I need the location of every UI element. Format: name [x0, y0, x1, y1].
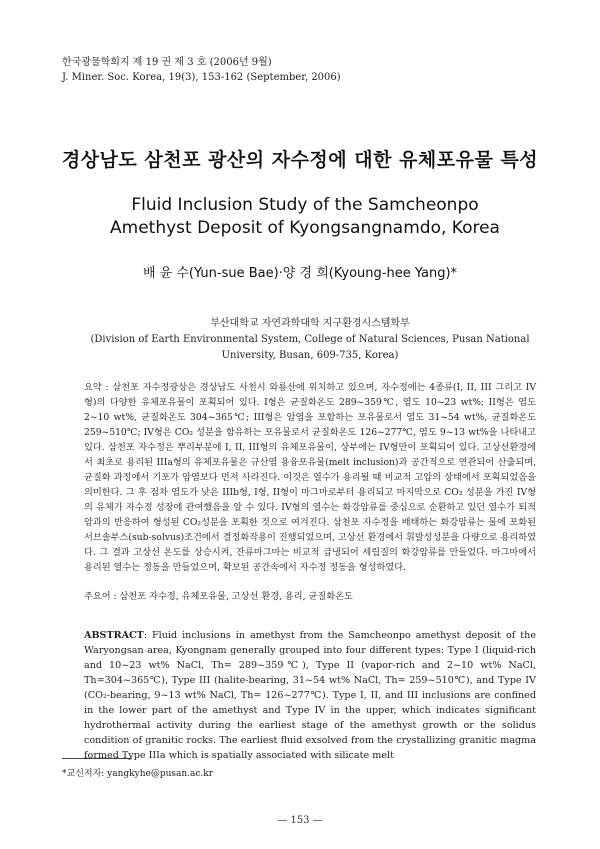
journal-citation-ko: 한국광물학회지 제 19 권 제 3 호 (2006년 9월)	[62, 57, 272, 68]
abstract-english-text: : Fluid inclusions in amethyst from the Samcheonpo amethyst deposit of the Waryongsan area, Kyongnam generally grouped into four different types: Type I (liquid-rich and 10~23 wt% NaCl, Th= 289~359℃), Type II (vapor-rich and 2~10 wt% NaCl, Th=304~365℃), Type III (halite-bearing, 31~54 wt% NaCl, Th= 259~510℃), and Type IV (CO₂-bearing, 9~13 wt% NaCl, Th= 126~277℃). Type I, II, and III inclusions are confined in the lower part of the amethyst and Type IV in the upper, which indicates significant hydrothermal activity during the earliest stage of the amethyst growth or the solidus condition of granitic rocks. The earliest fluid exsolved from the crystallizing granitic magma formed Type IIIa which is spatially associated with silicate melt	[84, 630, 536, 761]
footnote-divider	[62, 758, 132, 759]
page-number: — 153 —	[277, 815, 323, 826]
affiliation-english: (Division of Earth Environmental System, College of Natural Sciences, Pusan National University, Busan, 609-735, Korea)	[90, 334, 530, 361]
corresponding-author-footnote: *교신저자: yangkyhe@pusan.ac.kr	[62, 769, 214, 779]
journal-header	[62, 55, 341, 85]
affiliation	[80, 316, 540, 364]
abstract-english	[84, 628, 536, 763]
title-korean: 경상남도 삼천포 광산의 자수정에 대한 유체포유물 특성	[61, 149, 539, 171]
journal-citation-en: J. Miner. Soc. Korea, 19(3), 153-162 (September, 2006)	[62, 72, 341, 83]
author-line: 배 윤 수(Yun-sue Bae)·양 경 희(Kyoung-hee Yang)*	[142, 266, 458, 281]
title-english: Fluid Inclusion Study of the Samcheonpo Amethyst Deposit of Kyongsangnamdo, Korea	[110, 195, 500, 238]
affiliation-korean: 부산대학교 자연과학대학 지구환경시스템학부	[210, 318, 410, 329]
keywords-korean: 주요어 : 삼천포 자수정, 유체포유물, 고상선 환경, 용리, 균질화온도	[84, 591, 353, 602]
abstract-korean: 요약 : 삼천포 자수정광상은 경상남도 사천시 와룡산에 위치하고 있으며, 자수정에는 4종류(I, II, III 그리고 IV형)의 다양한 유체포유물이 포획되어 있다. I형은 균질화온도 289~359℃, 염도 10~23 wt%; II형은 염도 2~10 wt%, 균질화온도 304~365℃; III형은 암염을 포함하는 포유물로서 염도 31~54 wt%, 균질화온도 259~510℃; IV형은 CO₂ 성분을 함유하는 포유물로서 균질화온도 126~277℃, 염도 9~13 wt%을 나타내고 있다. 삼천포 자수정은 뿌리부분에 I, II, III형의 유체포유물이, 상부에는 IV형만이 포획되어 있다. 고상선환경에서 최초로 용리된 IIIa형의 유체포유물은 규산염 용융포유물(melt inclusion)과 공간적으로 연관되어 산출되며, 균질화 과정에서 기포가 암염보다 먼저 사라진다. 이것은 열수가 용리될 때 비교적 고압의 상태에서 포획되었음을 의미한다. 그 후 점차 염도가 낮은 IIIb형, I형, II형이 마그마로부터 용리되고 마지막으로 CO₂ 성분을 가진 IV형의 유체가 자수정 성장에 관여했음을 알 수 있다. IV형의 열수는 화강암류를 중심으로 순환하고 있던 열수가 퇴적암과의 반응하여 형성된 CO₂성분을 포획한 것으로 여겨진다. 삼천포 자수정을 배태하는 화강암류는 물에 포화된 서브솔부스(sub-solvus)조건에서 결정화작용이 진행되었으며, 고상선 환경에서 휘발성성분을 다량으로 용리하였다. 그 결과 고상선 온도를 상승시켜, 잔류마그마는 비교적 급냉되어 세립질의 화강암류를 만들었다. 마그마에서 용리된 열수는 정동을 만들었으며, 확보된 공간속에서 자수정 정동을 형성하였다.	[84, 382, 536, 573]
abstract-label: ABSTRACT	[84, 630, 144, 641]
